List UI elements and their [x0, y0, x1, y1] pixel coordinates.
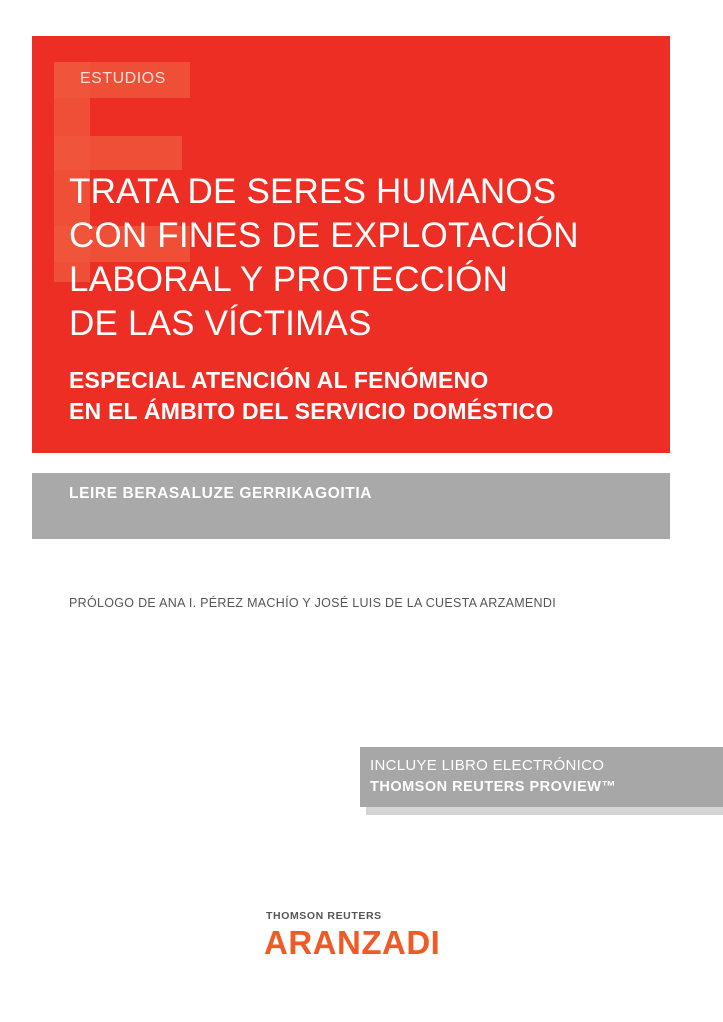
- publisher-parent-logo: THOMSON REUTERS: [266, 910, 382, 922]
- title-line: DE LAS VÍCTIMAS: [69, 304, 372, 343]
- book-subtitle: [69, 365, 554, 427]
- prologue-credit: PRÓLOGO DE ANA I. PÉREZ MACHÍO Y JOSÉ LUIS DE LA CUESTA ARZAMENDI: [69, 596, 556, 610]
- author-bar: [32, 473, 670, 539]
- subtitle-line: ESPECIAL ATENCIÓN AL FENÓMENO: [69, 367, 489, 393]
- ebook-badge-line2: THOMSON REUTERS PROVIEW™: [370, 779, 617, 795]
- ebook-badge: [360, 747, 723, 807]
- title-line: LABORAL Y PROTECCIÓN: [69, 260, 509, 299]
- author-name: LEIRE BERASALUZE GERRIKAGOITIA: [69, 485, 373, 502]
- title-line: CON FINES DE EXPLOTACIÓN: [69, 216, 579, 255]
- book-title: [69, 170, 659, 346]
- title-panel: [32, 36, 670, 453]
- subtitle-line: EN EL ÁMBITO DEL SERVICIO DOMÉSTICO: [69, 398, 554, 424]
- series-label: ESTUDIOS: [80, 70, 166, 87]
- ebook-badge-line1: INCLUYE LIBRO ELECTRÓNICO: [370, 757, 605, 774]
- publisher-logo: ARANZADI: [264, 924, 441, 961]
- series-letter-e-middle: [54, 136, 182, 170]
- title-line: TRATA DE SERES HUMANOS: [69, 172, 557, 211]
